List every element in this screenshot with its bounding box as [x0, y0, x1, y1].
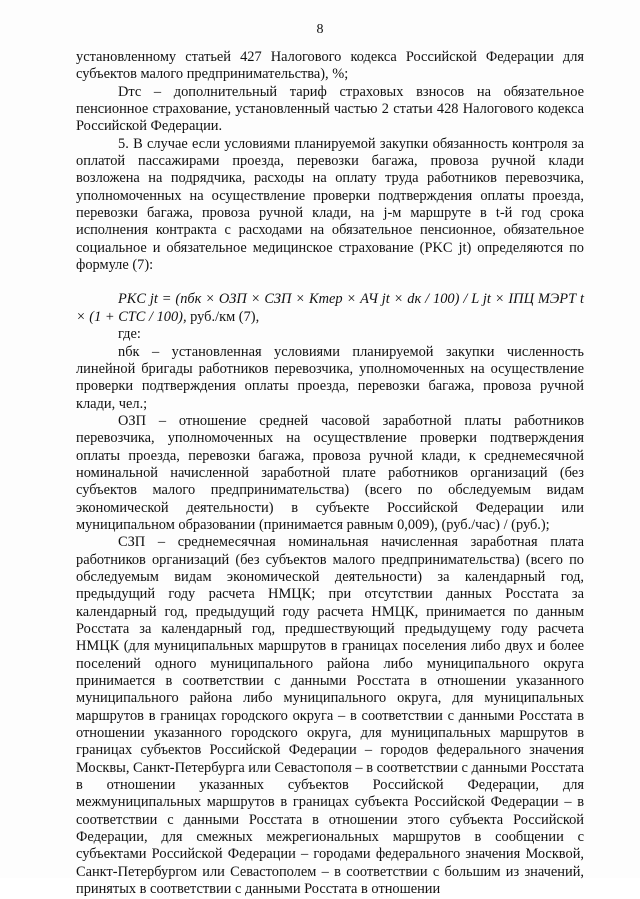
- paragraph-item-5: 5. В случае если условиями планируемой закупки обязанность контроля за оплатой пассажирами проезда, перевозки багажа, провоза ручной клади возложена на подрядчика, расходы на оплату труда работников перевозчика, уполномоченных на осуществление проверки подтверждения оплаты проезда, перевозки багажа, провоза ручной клади, на j-м маршруте в t-й год срока исполнения контракта с расходами на обязательное пенсионное, обязательное социальное и обязательное медицинское страхование (PKC jt) определяются по формуле (7):: [76, 135, 584, 274]
- page-number: 8: [316, 22, 324, 37]
- formula-7: [76, 291, 584, 326]
- paragraph-dtc-definition: Dтс – дополнительный тариф страховых взносов на обязательное пенсионное страхование, установленный частью 2 статьи 428 Налогового кодекса Российской Федерации.: [76, 83, 584, 135]
- formula-units: руб./км (7),: [186, 308, 260, 325]
- paragraph-ozp-definition: ОЗП – отношение средней часовой заработной платы работников перевозчика, уполномоченных на осуществление проверки подтверждения оплаты проезда, перевозки багажа, провоза ручной клади, к среднемесячной номинальной начисленной заработной плате работников организаций (без субъектов малого предпринимательства) (всего по обследуемым видам экономической деятельности) в субъекте Российской Федерации или муниципальном образовании (принимается равным 0,009), (руб./час) / (руб.);: [76, 412, 584, 533]
- where-label: где:: [118, 326, 141, 343]
- paragraph-continuation: установленному статьей 427 Налогового кодекса Российской Федерации для субъектов малого предпринимательства), %;: [76, 49, 584, 83]
- paragraph-nbk-definition: nбк – установленная условиями планируемой закупки численность линейной бригады работников перевозчика, уполномоченных на осуществление проверки подтверждения оплаты проезда, перевозки багажа, провоза ручной клади, чел.;: [76, 343, 584, 412]
- document-body: [76, 49, 584, 899]
- paragraph-szp-definition: СЗП – среднемесячная номинальная начисленная заработная плата работников организаций (без субъектов малого предпринимательства) (всего по обследуемым видам экономической деятельности) за календарный год, предыдущий году расчета НМЦК; при отсутствии данных Росстата за календарный год, предыдущий году расчета НМЦК, принимается по данным Росстата за календарный год, предшествующий предыдущему году расчета НМЦК (для муниципальных маршрутов в границах поселения либо двух и более поселений одного муниципального района либо муниципального округа принимается в соответствии с данными Росстата в отношении указанного муниципального района либо муниципального округа, для муниципальных маршрутов в границах городского округа – в соответствии с данными Росстата в отношении указанного городского округа, для муниципальных маршрутов в границах субъектов Российской Федерации – городов федерального значения Москвы, Санкт-Петербурга или Севастополя – в соответствии с данными Росстата в отношении указанных субъектов Российской Федерации, для межмуниципальных маршрутов в границах субъекта Российской Федерации – в соответствии с данными Росстата в отношении этого субъекта Российской Федерации, для смежных межрегиональных маршрутов в сообщении с субъектами Российской Федерации – городами федерального значения Москвой, Санкт-Петербургом или Севастополем – в соответствии с большим из значений, принятых в соответствии с данными Росстата в отношении: [76, 534, 584, 898]
- formula-expression: PKC jt = (nбк × ОЗП × СЗП × Kтер × АЧ jt × dк / 100) / L jt × IПЦ МЭРТ t × (1 + СТС / 100),: [76, 291, 584, 325]
